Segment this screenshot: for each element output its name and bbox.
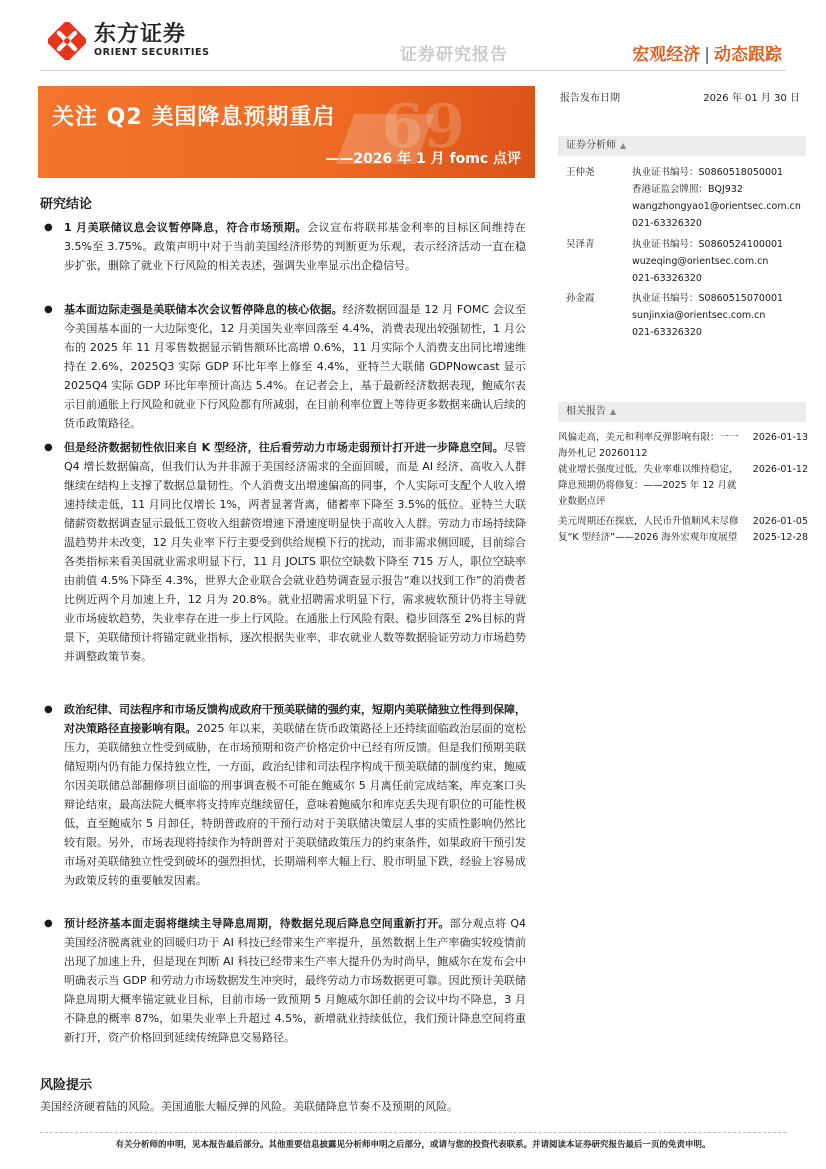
brand-logo bbox=[48, 22, 210, 60]
bullet-body: 经济数据回温是 12 月 FOMC 会议至今美国基本面的一大边际变化，12 月美国失业率回落至 4.4%，消费表现出较强韧性，1 月公布的 2025 年 11 月零售数据显示销售额环比高增 0.6%，11 月实际个人消费支出同比增速维持在 2.6%，2025Q3 实际 GDP 环比年率上修至 4.4%，亚特兰大联储 GDPNowcast 显示 2025Q4 实际 GDP 环比年率预计高达 5.4%。在记者会上，基于最新经济数据表现，鲍威尔表示目前通胀上行风险和就业下行风险都有所减弱，在目前利率位置上等待更多数据来确认后续的货币政策路径。 bbox=[64, 303, 527, 430]
analyst-name: 孙金霞 bbox=[566, 293, 595, 304]
bullet-icon: ● bbox=[44, 222, 53, 233]
bullet-lead: 政治纪律、司法程序和市场反馈构成政府干预美联储的强约束，短期内美联储独立性得到保障，对决策路径直接影响有限。 bbox=[64, 703, 526, 735]
related-report-date: 2026-01-12 bbox=[752, 464, 808, 475]
related-report-title[interactable]: 风偏走高，美元和利率反弹影响有限：一一海外札记 20260112 bbox=[558, 432, 739, 459]
analyst-phone: 021-63326320 bbox=[632, 218, 702, 229]
category-tracking: 动态跟踪 bbox=[714, 45, 782, 65]
related-report[interactable] bbox=[558, 430, 808, 462]
bullet-lead: 预计经济基本面走弱将继续主导降息周期，待数据兑现后降息空间重新打开。 bbox=[64, 917, 450, 930]
risk-text: 美国经济硬着陆的风险。美国通胀大幅反弹的风险。美联储降息节奏不及预期的风险。 bbox=[40, 1100, 458, 1113]
disclaimer-footer: 有关分析师的申明，见本报告最后部分。其他重要信息披露见分析师申明之后部分，或请与您的投资代表联系。并请阅读本证券研究报告最后一页的免责申明。 bbox=[115, 1140, 711, 1150]
related-report[interactable] bbox=[558, 514, 808, 546]
analyst-email[interactable]: wuzeqing@orientsec.com.cn bbox=[632, 256, 769, 267]
title-banner bbox=[38, 86, 535, 178]
related-report-date: 2026-01-13 bbox=[752, 432, 808, 443]
bullet-body: 会议宣布将联邦基金利率的目标区间维持在 3.5%至 3.75%。政策声明中对于当前美国经济形势的判断更为乐观，表示经济活动一直在稳步扩张，删除了就业下行风险的相关表述，强调失业率显示出企稳信号。 bbox=[64, 221, 527, 272]
bullet-lead: 但是经济数据韧性依旧来自 K 型经济，往后看劳动力市场走弱预计打开进一步降息空间。 bbox=[64, 441, 504, 454]
bullet-icon: ● bbox=[44, 704, 53, 715]
banner-watermark-icon: 69 bbox=[381, 92, 465, 162]
conclusion-bullet bbox=[40, 700, 526, 890]
related-report-date: 2026-01-05 bbox=[752, 516, 808, 527]
conclusion-bullet bbox=[40, 438, 526, 666]
report-date bbox=[560, 89, 800, 104]
bullet-icon: ● bbox=[44, 442, 53, 453]
report-date-value: 2026 年 01 月 30 日 bbox=[703, 93, 800, 104]
analysts-header: 证券分析师 ▲ bbox=[558, 136, 806, 156]
orient-logo-icon bbox=[48, 22, 86, 60]
bullet-body: 2025 年以来，美联储在货币政策路径上还持续面临政治层面的宽松压力，美联储独立性受到威胁，在市场预期和资产价格定价中已经有所反馈。但是我们预期美联储短期内仍有能力保持独立性，一方面，政治纪律和司法程序构成干预美联储的制度约束，鲍威尔因美联储总部翻修项目面临的刑事调查极不可能在鲍威尔 5 月离任前完成结案，库克案口头辩论结束，最高法院大概率将支持库克继续留任，意味着鲍威尔和库克丢失现有职位的可能性极低，直至鲍威尔 5 月卸任，特朗普政府的干预行动对于美联储决策层人事的实质性影响仍然比较有限。另外，市场表现将持续作为特朗普对于美联储政策压力的约束条件，如果政府干预引发市场对美联储独立性受到破坏的强烈担忧，长期端利率大幅上行、股市明显下跌，经验上容易成为政策反转的重要触发因素。 bbox=[64, 722, 526, 887]
related-report-date: 2025-12-28 bbox=[752, 532, 808, 543]
conclusion-bullet bbox=[40, 300, 526, 433]
bullet-lead: 1 月美联储议息会议暂停降息，符合市场预期。 bbox=[64, 221, 308, 234]
brand-name-cn: 东方证券 bbox=[94, 22, 187, 47]
report-title: 关注 Q2 美国降息预期重启 bbox=[52, 105, 336, 130]
related-report-title[interactable]: 美元周期还在探底，人民币升值顺风未尽修复“K 型经济”——2026 海外宏观年度展望 bbox=[558, 516, 739, 543]
category-macro: 宏观经济 bbox=[632, 45, 701, 65]
analyst-name: 吴泽青 bbox=[566, 239, 595, 250]
related-reports-header: 相关报告 ▲ bbox=[558, 402, 806, 422]
analyst-email[interactable]: sunjinxia@orientsec.com.cn bbox=[632, 310, 766, 321]
related-report[interactable] bbox=[558, 462, 808, 510]
report-date-label: 报告发布日期 bbox=[560, 93, 620, 104]
header-divider bbox=[40, 70, 786, 71]
analyst-hk-license: 香港证监会牌照：BQJ932 bbox=[632, 184, 743, 195]
analyst-cert: 执业证书编号：S0860518050001 bbox=[632, 167, 784, 178]
conclusion-bullet bbox=[40, 218, 526, 275]
analyst-phone: 021-63326320 bbox=[632, 327, 702, 338]
footer-divider bbox=[40, 1132, 786, 1133]
analyst-email[interactable]: wangzhongyao1@orientsec.com.cn bbox=[632, 201, 801, 212]
doc-type: 证券研究报告 bbox=[400, 45, 508, 65]
analyst-name: 王仲尧 bbox=[566, 167, 595, 178]
bullet-icon: ● bbox=[44, 304, 53, 315]
analyst-phone: 021-63326320 bbox=[632, 273, 702, 284]
bullet-body: 部分观点将 Q4 美国经济脱离就业的回暖归功于 AI 科技已经带来生产率提升，虽然数据上生产率确实较疫情前出现了加速上升，但是现在判断 AI 科技已经带来生产率大提升仍为时尚早，鲍威尔在发布会中明确表示当 GDP 和劳动力市场数据发生冲突时，最终劳动力市场数据更可靠。因此预计美联储降息周期大概率锚定就业目标，目前市场一致预期 5 月鲍威尔卸任前的会议中均不降息，3 月不降息的概率 87%，如果失业率上升超过 4.5%，新增就业持续低位，我们预计降息空间将重新打开，资产价格回到延续传统降息交易路径。 bbox=[64, 917, 526, 1044]
bullet-lead: 基本面边际走强是美联储本次会议暂停降息的核心依据。 bbox=[64, 303, 343, 316]
triangle-icon: ▲ bbox=[620, 141, 627, 150]
related-report-title[interactable]: 就业增长强度过低，失业率难以维持稳定，降息预期仍将修复：——2025 年 12 月就业数据点评 bbox=[558, 464, 739, 507]
report-category: 宏观经济 | 动态跟踪 bbox=[632, 45, 782, 65]
conclusion-bullet bbox=[40, 914, 526, 1047]
analyst-cert: 执业证书编号：S0860515070001 bbox=[632, 293, 784, 304]
report-subtitle: ——2026 年 1 月 fomc 点评 bbox=[325, 151, 521, 167]
bullet-icon: ● bbox=[44, 918, 53, 929]
analyst-cert: 执业证书编号：S0860524100001 bbox=[632, 239, 784, 250]
risk-heading: 风险提示 bbox=[40, 1078, 93, 1093]
brand-name-en: ORIENT SECURITIES bbox=[94, 47, 210, 58]
conclusion-heading: 研究结论 bbox=[40, 197, 93, 212]
triangle-icon: ▲ bbox=[610, 407, 617, 416]
bullet-body: 尽管 Q4 增长数据偏高，但我们认为并非源于美国经济需求的全面回暖，而是 AI 经济、高收入人群继续在结构上支撑了数据总量韧性。个人消费支出增速偏高的同事，个人实际可支配个人收入增速持续走低，11 月同比仅增长 1%，两者显著背离，储蓄率下降至 3.5%的低位。亚特兰大联储薪资数据调查显示最低工资收入组薪资增速下滑速度明显快于高收入人群。劳动力市场持续降温趋势并未改变，12 月失业率下行主要受到供给规模下行的扰动，而非需求侧回暖，目前综合各类指标来看美国就业需求明显下行，11 月 JOLTS 职位空缺数下降至 715 万人，职位空缺率由前值 4.5%下降至 4.3%，世界大企业联合会就业趋势调查显示报告“难以找到工作”的消费者比例近两个月加速上升，12 月为 20.8%。就业招聘需求明显下行，需求疲软预计仍将主导就业市场疲软趋势，失业率存在进一步上行风险。在通胀上行风险有限、稳步回落至 2%目标的背景下，美联储预计将锚定就业指标，逐次根据失业率、非农就业人数等数据验证劳动力市场趋势并调整政策节奏。 bbox=[64, 441, 527, 663]
